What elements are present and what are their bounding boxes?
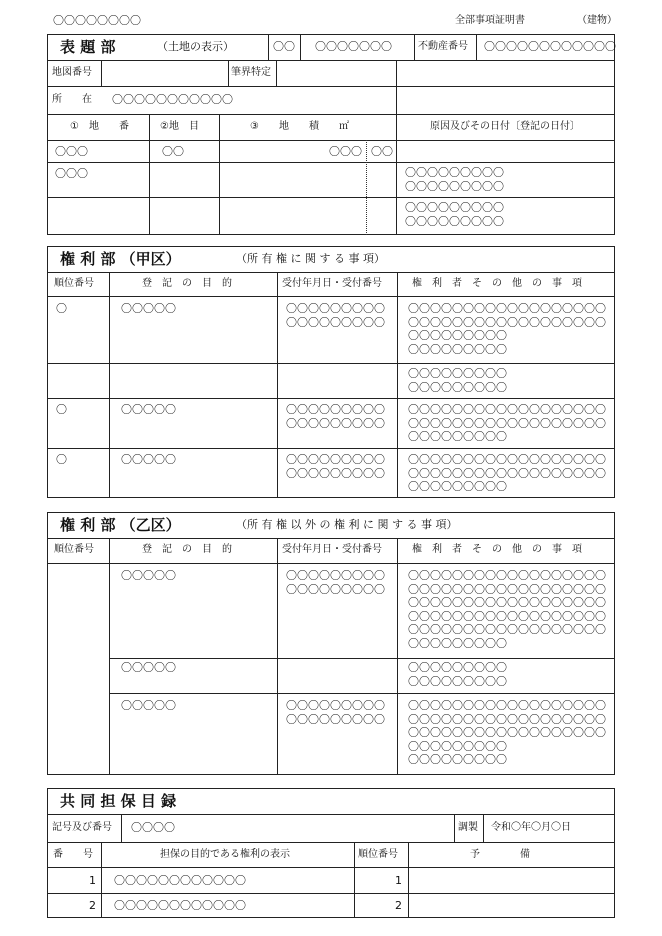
otsuku-row1-purpose: 〇〇〇〇〇 [121,569,176,582]
otsuku-row1-kenrisha: 〇〇〇〇〇〇〇〇〇〇〇〇〇〇〇〇〇〇 〇〇〇〇〇〇〇〇〇〇〇〇〇〇〇〇〇〇 〇〇〇〇〇〇〇〇〇〇〇〇〇〇〇〇〇〇 〇〇〇〇〇〇〇〇〇〇〇〇〇〇〇〇〇〇 〇〇〇〇〇〇〇〇〇〇〇〇〇〇〇〇〇〇 〇〇〇〇〇〇〇〇〇 [408,569,606,650]
hyodai-row1-chiseki-dec: 〇〇 [371,145,393,158]
kyodo-row2-rank: 2 [395,899,402,912]
kouku-row1-purpose: 〇〇〇〇〇 [121,302,176,315]
kouku-subtitle: （所 有 権 に 関 す る 事 項） [236,252,385,265]
otsuku-row1-uketsuke: 〇〇〇〇〇〇〇〇〇 〇〇〇〇〇〇〇〇〇 [286,569,385,596]
otsuku-row3-uketsuke: 〇〇〇〇〇〇〇〇〇 〇〇〇〇〇〇〇〇〇 [286,699,385,726]
shozai-value: 〇〇〇〇〇〇〇〇〇〇〇 [112,93,233,106]
hyodai-cell1: 〇〇 [273,40,295,53]
otsuku-col-purpose: 登 記 の 目 的 [142,544,232,555]
chosei-label: 調製 [458,822,478,833]
otsuku-row2-kenrisha: 〇〇〇〇〇〇〇〇〇 〇〇〇〇〇〇〇〇〇 [408,661,507,688]
document-kind: （建物） [577,15,617,26]
hyodai-row2-genin: 〇〇〇〇〇〇〇〇〇 〇〇〇〇〇〇〇〇〇 [405,166,504,193]
kyodo-col-rank: 順位番号 [358,849,398,860]
col-chiseki: ③ 地 積 ㎡ [250,121,349,132]
kigo-value: 〇〇〇〇 [131,821,175,834]
hyodai-row1-chimoku: 〇〇 [162,145,184,158]
col-genin: 原因及びその日付〔登記の日付〕 [430,121,580,132]
shozai-label: 所 在 [52,94,92,105]
hyodai-section [47,34,615,235]
document-title: 全部事項証明書 [455,15,525,26]
kouku-col-num: 順位番号 [54,278,94,289]
kouku-col-kenrisha: 権 利 者 そ の 他 の 事 項 [412,278,582,289]
kigo-label: 記号及び番号 [52,822,112,833]
header-left: 〇〇〇〇〇〇〇〇 [53,14,141,27]
kyodo-row1-rank: 1 [395,874,402,887]
fudosan-value: 〇〇〇〇〇〇〇〇〇〇〇〇 [484,40,616,53]
hikkai-label: 筆界特定 [231,67,271,78]
otsuku-title: 権 利 部 （乙区） [60,516,181,534]
kouku-row1-uketsuke: 〇〇〇〇〇〇〇〇〇 〇〇〇〇〇〇〇〇〇 [286,302,385,329]
kyodo-row2-desc: 〇〇〇〇〇〇〇〇〇〇〇〇 [114,899,246,912]
hyodai-row1-chiban: 〇〇〇 [55,145,88,158]
otsuku-col-kenrisha: 権 利 者 そ の 他 の 事 項 [412,544,582,555]
otsuku-row2-purpose: 〇〇〇〇〇 [121,661,176,674]
kouku-title: 権 利 部 （甲区） [60,250,181,268]
fudosan-label: 不動産番号 [418,41,468,52]
hyodai-cell2: 〇〇〇〇〇〇〇 [315,40,392,53]
kouku-row3-kenrisha: 〇〇〇〇〇〇〇〇〇〇〇〇〇〇〇〇〇〇 〇〇〇〇〇〇〇〇〇〇〇〇〇〇〇〇〇〇 〇〇〇〇〇〇〇〇〇 [408,403,606,443]
kyodo-col-desc: 担保の目的である権利の表示 [160,849,290,860]
kouku-row1-num: 〇 [56,302,67,315]
chizu-label: 地図番号 [52,67,92,78]
kouku-row1-kenrisha: 〇〇〇〇〇〇〇〇〇〇〇〇〇〇〇〇〇〇 〇〇〇〇〇〇〇〇〇〇〇〇〇〇〇〇〇〇 〇〇〇〇〇〇〇〇〇 〇〇〇〇〇〇〇〇〇 [408,302,606,356]
otsuku-col-num: 順位番号 [54,544,94,555]
otsuku-col-uketsuke: 受付年月日・受付番号 [282,544,382,555]
otsuku-subtitle: （所 有 権 以 外 の 権 利 に 関 す る 事 項） [236,518,458,531]
col-chimoku: ②地 目 [160,121,199,132]
kyodo-col-no: 番 号 [53,849,93,860]
kouku-col-uketsuke: 受付年月日・受付番号 [282,278,382,289]
kouku-row4-num: 〇 [56,453,67,466]
hyodai-subtitle: （土地の表示） [157,40,234,53]
kouku-col-purpose: 登 記 の 目 的 [142,278,232,289]
kyodo-title: 共 同 担 保 目 録 [60,792,177,810]
kyodo-col-yobi: 予 備 [470,849,530,860]
kouku-row4-kenrisha: 〇〇〇〇〇〇〇〇〇〇〇〇〇〇〇〇〇〇 〇〇〇〇〇〇〇〇〇〇〇〇〇〇〇〇〇〇 〇〇〇〇〇〇〇〇〇 [408,453,606,493]
hyodai-title: 表 題 部 [60,38,116,56]
kouku-row4-uketsuke: 〇〇〇〇〇〇〇〇〇 〇〇〇〇〇〇〇〇〇 [286,453,385,480]
kouku-row3-purpose: 〇〇〇〇〇 [121,403,176,416]
otsuku-row3-purpose: 〇〇〇〇〇 [121,699,176,712]
kouku-row4-purpose: 〇〇〇〇〇 [121,453,176,466]
kyodo-row2-no: 2 [89,899,96,912]
chosei-value: 令和〇年〇月〇日 [491,822,571,833]
otsuku-row3-kenrisha: 〇〇〇〇〇〇〇〇〇〇〇〇〇〇〇〇〇〇 〇〇〇〇〇〇〇〇〇〇〇〇〇〇〇〇〇〇 〇〇〇〇〇〇〇〇〇〇〇〇〇〇〇〇〇〇 〇〇〇〇〇〇〇〇〇 〇〇〇〇〇〇〇〇〇 [408,699,606,766]
hyodai-row3-genin: 〇〇〇〇〇〇〇〇〇 〇〇〇〇〇〇〇〇〇 [405,201,504,228]
kyodo-row1-no: 1 [89,874,96,887]
kouku-row3-num: 〇 [56,403,67,416]
hyodai-row1-chiseki-int: 〇〇〇 [329,145,362,158]
kouku-row3-uketsuke: 〇〇〇〇〇〇〇〇〇 〇〇〇〇〇〇〇〇〇 [286,403,385,430]
hyodai-row2-chiban: 〇〇〇 [55,167,88,180]
kyodo-row1-desc: 〇〇〇〇〇〇〇〇〇〇〇〇 [114,874,246,887]
kouku-row2-kenrisha: 〇〇〇〇〇〇〇〇〇 〇〇〇〇〇〇〇〇〇 [408,367,507,394]
col-chiban: ① 地 番 [70,121,129,132]
